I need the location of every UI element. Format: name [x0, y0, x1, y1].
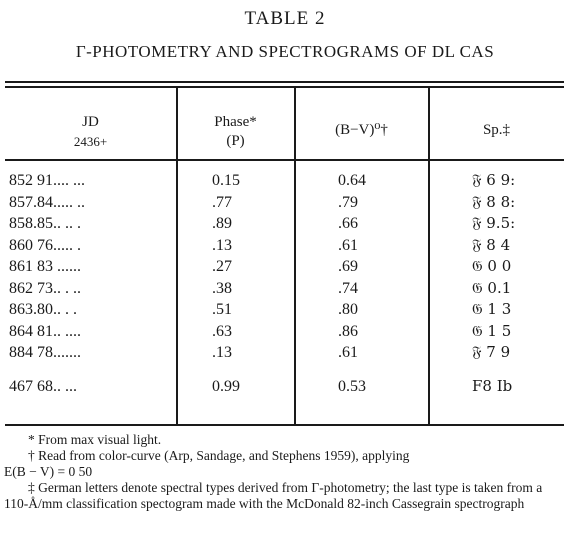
cell-spectral-type: F8 Ib: [472, 376, 513, 395]
header-jd-label: JD: [82, 114, 99, 130]
cell-color-index: .74: [338, 279, 358, 297]
bottom-rule: [5, 424, 564, 426]
header-phase-sub: (P): [226, 133, 245, 149]
footnote-dagger: † Read from color-curve (Arp, Sandage, and Stephens 1959), applying: [28, 448, 410, 463]
cell-color-index: .86: [338, 322, 358, 340]
header-phase: [177, 113, 294, 151]
table-row: [0, 256, 570, 278]
table-footnotes: [4, 432, 566, 512]
cell-spectral-type: 𝔉 8 8:: [472, 192, 516, 211]
cell-phase: .77: [212, 193, 232, 211]
cell-jd: 857.84..... ..: [9, 193, 85, 211]
cell-color-index: 0.53: [338, 377, 366, 395]
cell-jd: 860 76..... .: [9, 236, 81, 254]
cell-color-index: .79: [338, 193, 358, 211]
table-row: [0, 278, 570, 300]
header-spectral-type: Sp.‡: [482, 122, 511, 138]
cell-spectral-type: 𝔉 8 4: [472, 235, 511, 254]
table-row: [0, 376, 570, 398]
header-rule: [5, 159, 564, 161]
footnote-star: * From max visual light.: [28, 432, 162, 447]
footnote-double-dagger: ‡ German letters denote spectral types derived from Γ-photometry; the last type is taken from a 110-Å/mm classification spectogram made with the McDonald 82-inch Cassegrain spectrograph: [4, 480, 543, 511]
cell-color-index: .66: [338, 215, 358, 232]
cell-phase: .89: [212, 215, 232, 232]
header-jd: [5, 113, 176, 151]
cell-color-index: 0.64: [338, 172, 366, 189]
cell-phase: .63: [212, 322, 232, 340]
cell-phase: .38: [212, 279, 232, 297]
cell-color-index: .61: [338, 236, 358, 254]
cell-jd: 862 73.. . ..: [9, 279, 81, 297]
cell-phase: .13: [212, 344, 232, 361]
table-row: [0, 321, 570, 343]
header-jd-sub: 2436+: [73, 134, 108, 149]
cell-jd: 852 91.... ...: [9, 172, 85, 189]
cell-color-index: .61: [338, 344, 358, 361]
cell-jd: 864 81.. ....: [9, 322, 81, 340]
cell-color-index: .80: [338, 301, 358, 318]
table-row: [0, 342, 570, 364]
table-row: [0, 170, 570, 192]
cell-color-index: .69: [338, 258, 358, 275]
cell-phase: 0.15: [212, 172, 240, 189]
cell-jd: 863.80.. . .: [9, 301, 77, 318]
table-caption: Γ-PHOTOMETRY AND SPECTROGRAMS OF DL CAS: [75, 42, 495, 61]
cell-spectral-type: 𝔉 9.5:: [472, 214, 516, 232]
table-row: [0, 299, 570, 321]
cell-jd: 861 83 ......: [9, 258, 81, 275]
cell-phase: .27: [212, 258, 232, 275]
top-rule-thick: [5, 81, 564, 83]
cell-spectral-type: 𝔊 0 0: [472, 257, 512, 275]
header-phase-label: Phase*: [214, 114, 257, 130]
header-color-index: (B−V)⁰†: [335, 122, 388, 138]
top-rule-thin: [5, 86, 564, 88]
table-row: [0, 235, 570, 257]
cell-phase: .13: [212, 236, 232, 254]
cell-spectral-type: 𝔊 0.1: [472, 278, 512, 297]
footnote-dagger-formula: E(B − V) = 0 50: [4, 464, 93, 479]
cell-spectral-type: 𝔉 7 9: [472, 343, 511, 361]
table-row: [0, 192, 570, 214]
cell-jd: 884 78.......: [9, 344, 81, 361]
cell-spectral-type: 𝔉 6 9:: [472, 171, 516, 189]
cell-spectral-type: 𝔊 1 5: [472, 321, 512, 340]
table-body: [0, 170, 570, 397]
cell-phase: 0.99: [212, 377, 240, 395]
table-row: [0, 213, 570, 235]
cell-jd: 858.85.. .. .: [9, 215, 81, 232]
cell-spectral-type: 𝔊 1 3: [472, 300, 512, 318]
table-number: TABLE 2: [244, 8, 326, 29]
cell-jd: 467 68.. ...: [9, 377, 77, 395]
cell-phase: .51: [212, 301, 232, 318]
